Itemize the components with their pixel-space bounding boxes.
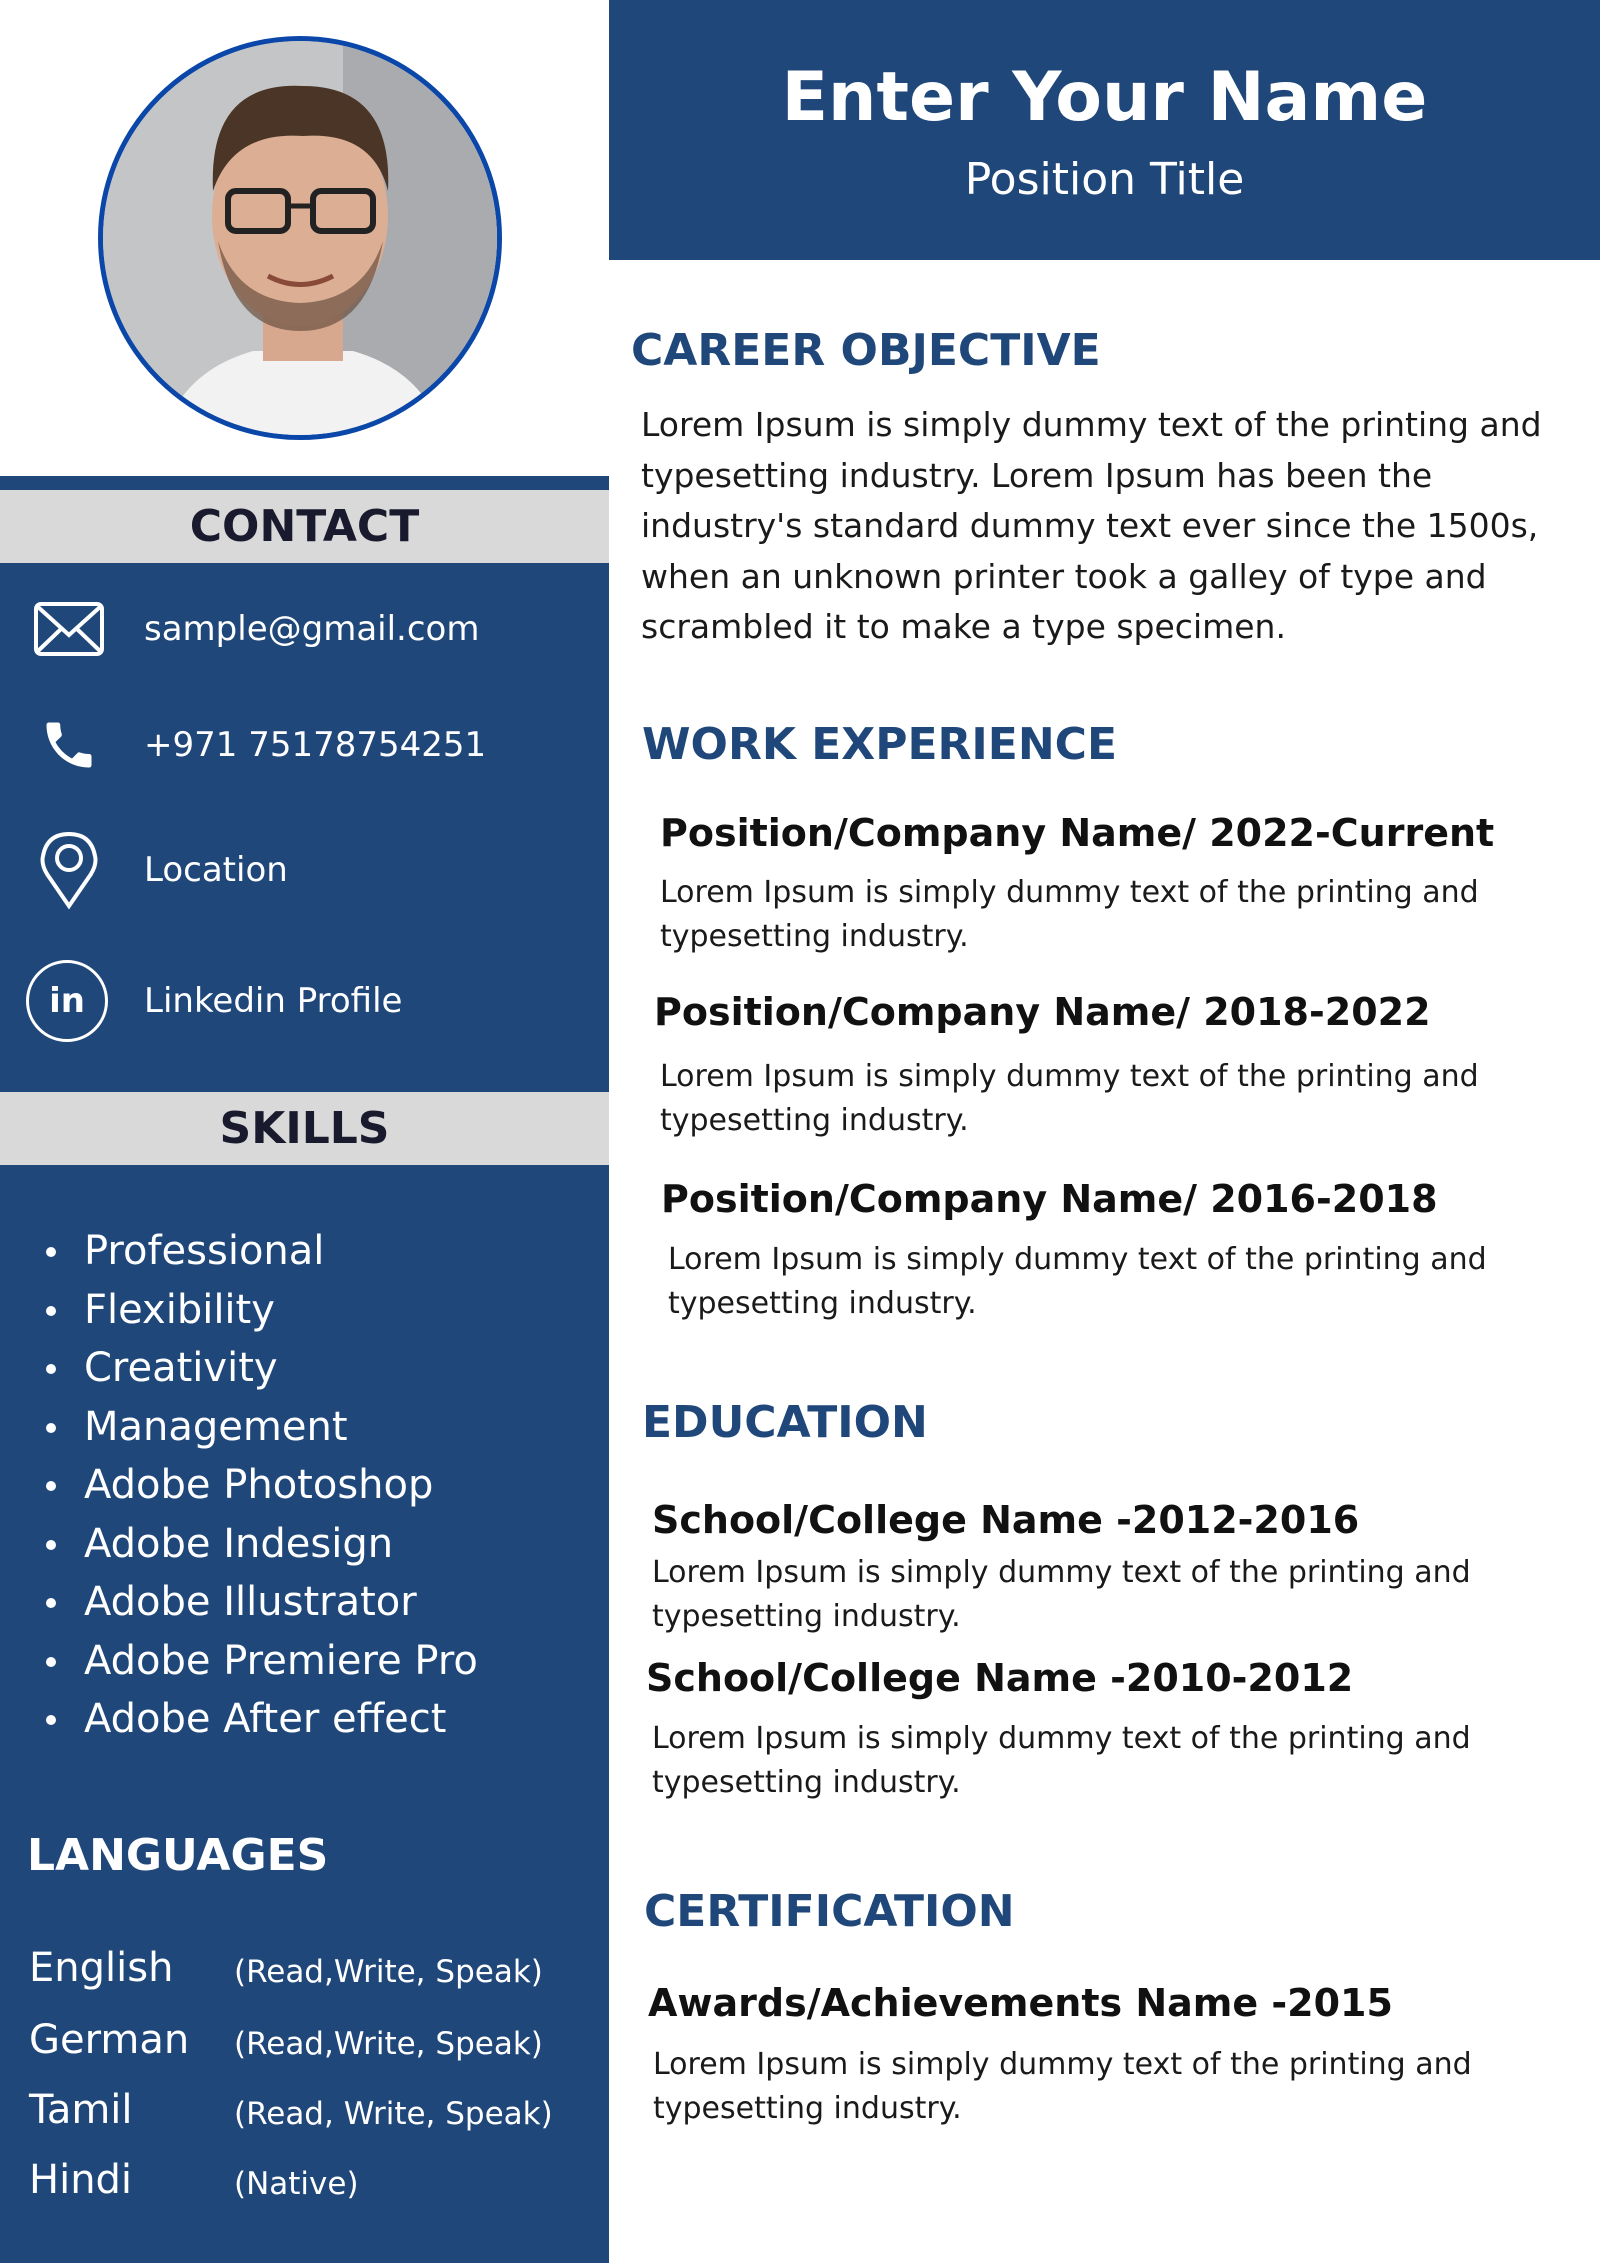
skill-item: Flexibility	[40, 1281, 478, 1340]
job-title: Position/Company Name/ 2022-Current	[660, 811, 1495, 855]
job-description: Lorem Ipsum is simply dummy text of the printing and typesetting industry.	[660, 875, 1479, 954]
location-text: Location	[144, 850, 288, 890]
award-title: Awards/Achievements Name -2015	[648, 1981, 1393, 2025]
email-text[interactable]: sample@gmail.com	[144, 609, 480, 649]
job-description: Lorem Ipsum is simply dummy text of the printing and typesetting industry.	[668, 1242, 1487, 1321]
location-pin-icon	[29, 830, 109, 910]
envelope-icon	[29, 589, 109, 669]
language-row	[29, 2010, 609, 2070]
contact-location	[0, 830, 609, 910]
skill-item: Adobe Illustrator	[40, 1573, 478, 1632]
certification-heading: CERTIFICATION	[644, 1886, 1015, 1937]
languages-heading: LANGUAGES	[27, 1830, 329, 1881]
contact-heading: CONTACT	[0, 490, 609, 563]
contact-email[interactable]	[0, 589, 609, 669]
language-row	[29, 1938, 609, 1998]
language-level: (Read,Write, Speak)	[234, 1954, 543, 1990]
skill-item: Professional	[40, 1222, 478, 1281]
education-heading: EDUCATION	[642, 1397, 928, 1448]
linkedin-icon	[26, 960, 108, 1042]
work-experience-heading: WORK EXPERIENCE	[642, 719, 1117, 770]
school-description: Lorem Ipsum is simply dummy text of the printing and typesetting industry.	[652, 1721, 1471, 1800]
school-title: School/College Name -2012-2016	[652, 1498, 1360, 1542]
language-row	[29, 2080, 609, 2140]
contact-linkedin[interactable]	[0, 955, 609, 1047]
profile-photo	[98, 36, 502, 440]
job-description: Lorem Ipsum is simply dummy text of the printing and typesetting industry.	[660, 1059, 1479, 1138]
job-title: Position/Company Name/ 2016-2018	[661, 1177, 1438, 1221]
skills-list	[40, 1222, 478, 1749]
language-name: German	[29, 2017, 190, 2063]
language-name: English	[29, 1945, 174, 1991]
full-name: Enter Your Name	[781, 58, 1428, 137]
language-row	[29, 2150, 609, 2210]
contact-phone[interactable]	[0, 705, 609, 785]
language-name: Hindi	[29, 2157, 133, 2203]
school-description: Lorem Ipsum is simply dummy text of the printing and typesetting industry.	[652, 1555, 1471, 1634]
phone-text: +971 75178754251	[144, 725, 487, 765]
school-title: School/College Name -2010-2012	[646, 1656, 1354, 1700]
language-level: (Native)	[234, 2166, 359, 2202]
skill-item: Adobe After effect	[40, 1690, 478, 1749]
language-name: Tamil	[29, 2087, 133, 2133]
name-header	[609, 0, 1600, 260]
career-objective-text: Lorem Ipsum is simply dummy text of the printing and typesetting industry. Lorem Ipsum has been the industry's standard dummy text ever since the 1500s, when an unknown printer took a galley of type and scrambled it to make a type specimen.	[641, 405, 1542, 646]
skill-item: Adobe Photoshop	[40, 1456, 478, 1515]
position-title: Position Title	[964, 154, 1245, 205]
award-description: Lorem Ipsum is simply dummy text of the printing and typesetting industry.	[653, 2047, 1472, 2126]
career-objective-heading: CAREER OBJECTIVE	[631, 325, 1101, 376]
phone-icon	[29, 705, 109, 785]
skill-item: Creativity	[40, 1339, 478, 1398]
language-level: (Read,Write, Speak)	[234, 2026, 543, 2062]
linkedin-glyph: in	[49, 981, 85, 1021]
skills-heading: SKILLS	[0, 1092, 609, 1165]
job-title: Position/Company Name/ 2018-2022	[654, 990, 1431, 1034]
language-level: (Read, Write, Speak)	[234, 2096, 553, 2132]
linkedin-text[interactable]: Linkedin Profile	[144, 981, 403, 1021]
skill-item: Adobe Indesign	[40, 1515, 478, 1574]
skill-item: Management	[40, 1398, 478, 1457]
skill-item: Adobe Premiere Pro	[40, 1632, 478, 1691]
